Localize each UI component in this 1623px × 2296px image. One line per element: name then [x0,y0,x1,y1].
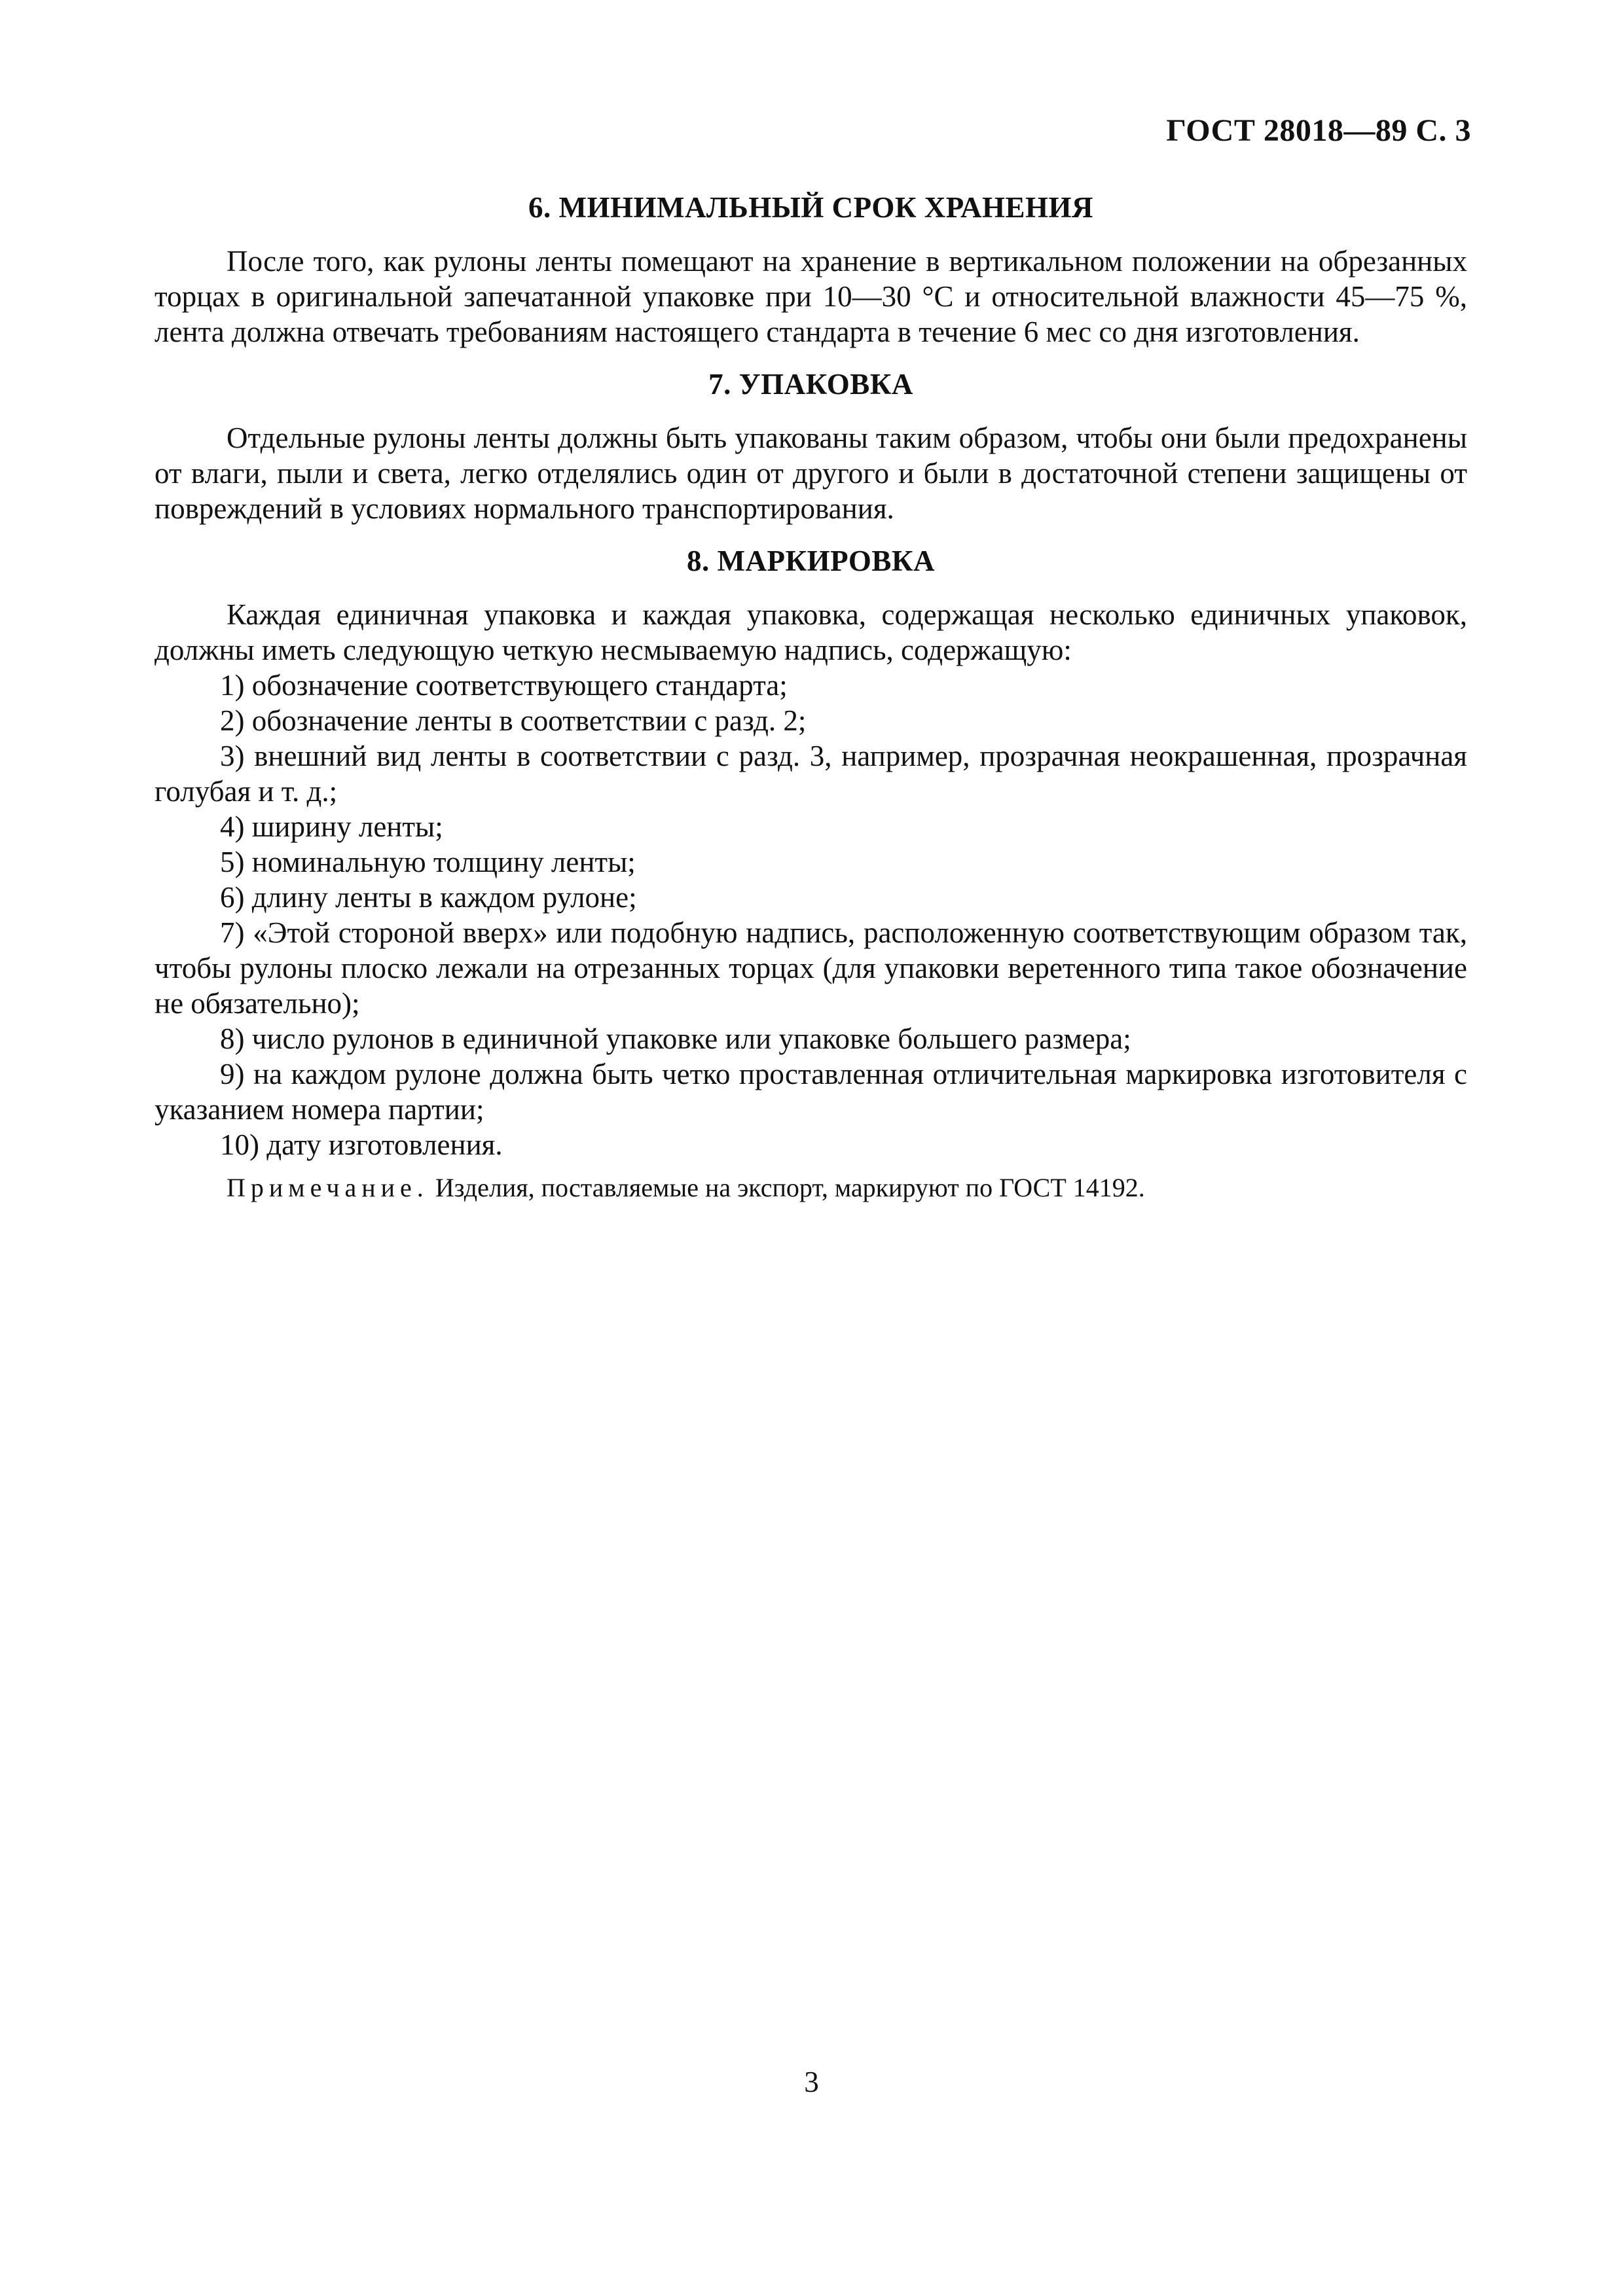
list-item: 4) ширину ленты; [220,810,443,843]
note-label: Примечание. [227,1173,429,1202]
list-item: 2) обозначение ленты в соответствии с разд. 2; [220,704,807,737]
section-paragraph: После того, как рулоны ленты помещают на хранение в вертикальном положении на обрезанных торцах в оригинальной запечатанной упаковке при 10—30 °С и относительной влажности 45—75 %, лента должна отвечать требованиям настоящего стандарта в течение 6 мес со дня изготовления. [155,245,1467,348]
list-item: 10) дату изготовления. [220,1128,503,1161]
section-title: 6. МИНИМАЛЬНЫЙ СРОК ХРАНЕНИЯ [528,191,1094,224]
section-paragraph: Отдельные рулоны ленты должны быть упакованы таким образом, чтобы они были предохранены от влаги, пыли и света, легко отделялись один от другого и были в достаточной степени защищены от повреждений в условиях нормального транспортирования. [155,422,1467,525]
document-body [155,190,1467,1232]
note [155,1170,1467,1206]
list-item: 6) длину ленты в каждом рулоне; [220,881,637,914]
list-item: 8) число рулонов в единичной упаковке или упаковке большего размера; [220,1022,1131,1055]
section-title: 8. МАРКИРОВКА [687,545,935,577]
section-packaging [155,367,1467,526]
document-header: ГОСТ 28018—89 С. 3 [1166,113,1471,148]
section-title: 7. УПАКОВКА [708,368,913,401]
note-text: Изделия, поставляемые на экспорт, маркируют по ГОСТ 14192. [428,1173,1145,1202]
page-number: 3 [804,2066,819,2098]
section-marking [155,543,1467,1206]
list-item: 1) обозначение соответствующего стандарта; [220,669,788,702]
list-item: 3) внешний вид ленты в соответствии с разд. 3, например, прозрачная неокрашенная, прозрачная голубая и т. д.; [155,740,1467,808]
section-storage [155,190,1467,350]
section-paragraph: Каждая единичная упаковка и каждая упаковка, содержащая несколько единичных упаковок, должны иметь следующую четкую несмываемую надпись, содержащую: [155,598,1467,666]
list-item: 7) «Этой стороной вверх» или подобную надпись, расположенную соответствующим образом так, чтобы рулоны плоско лежали на отрезанных торцах (для упаковки веретенного типа такое обозначение не обязательно); [155,916,1467,1020]
list-item: 5) номинальную толщину ленты; [220,846,636,878]
list-item: 9) на каждом рулоне должна быть четко проставленная отличительная маркировка изготовителя с указанием номера партии; [155,1058,1467,1126]
